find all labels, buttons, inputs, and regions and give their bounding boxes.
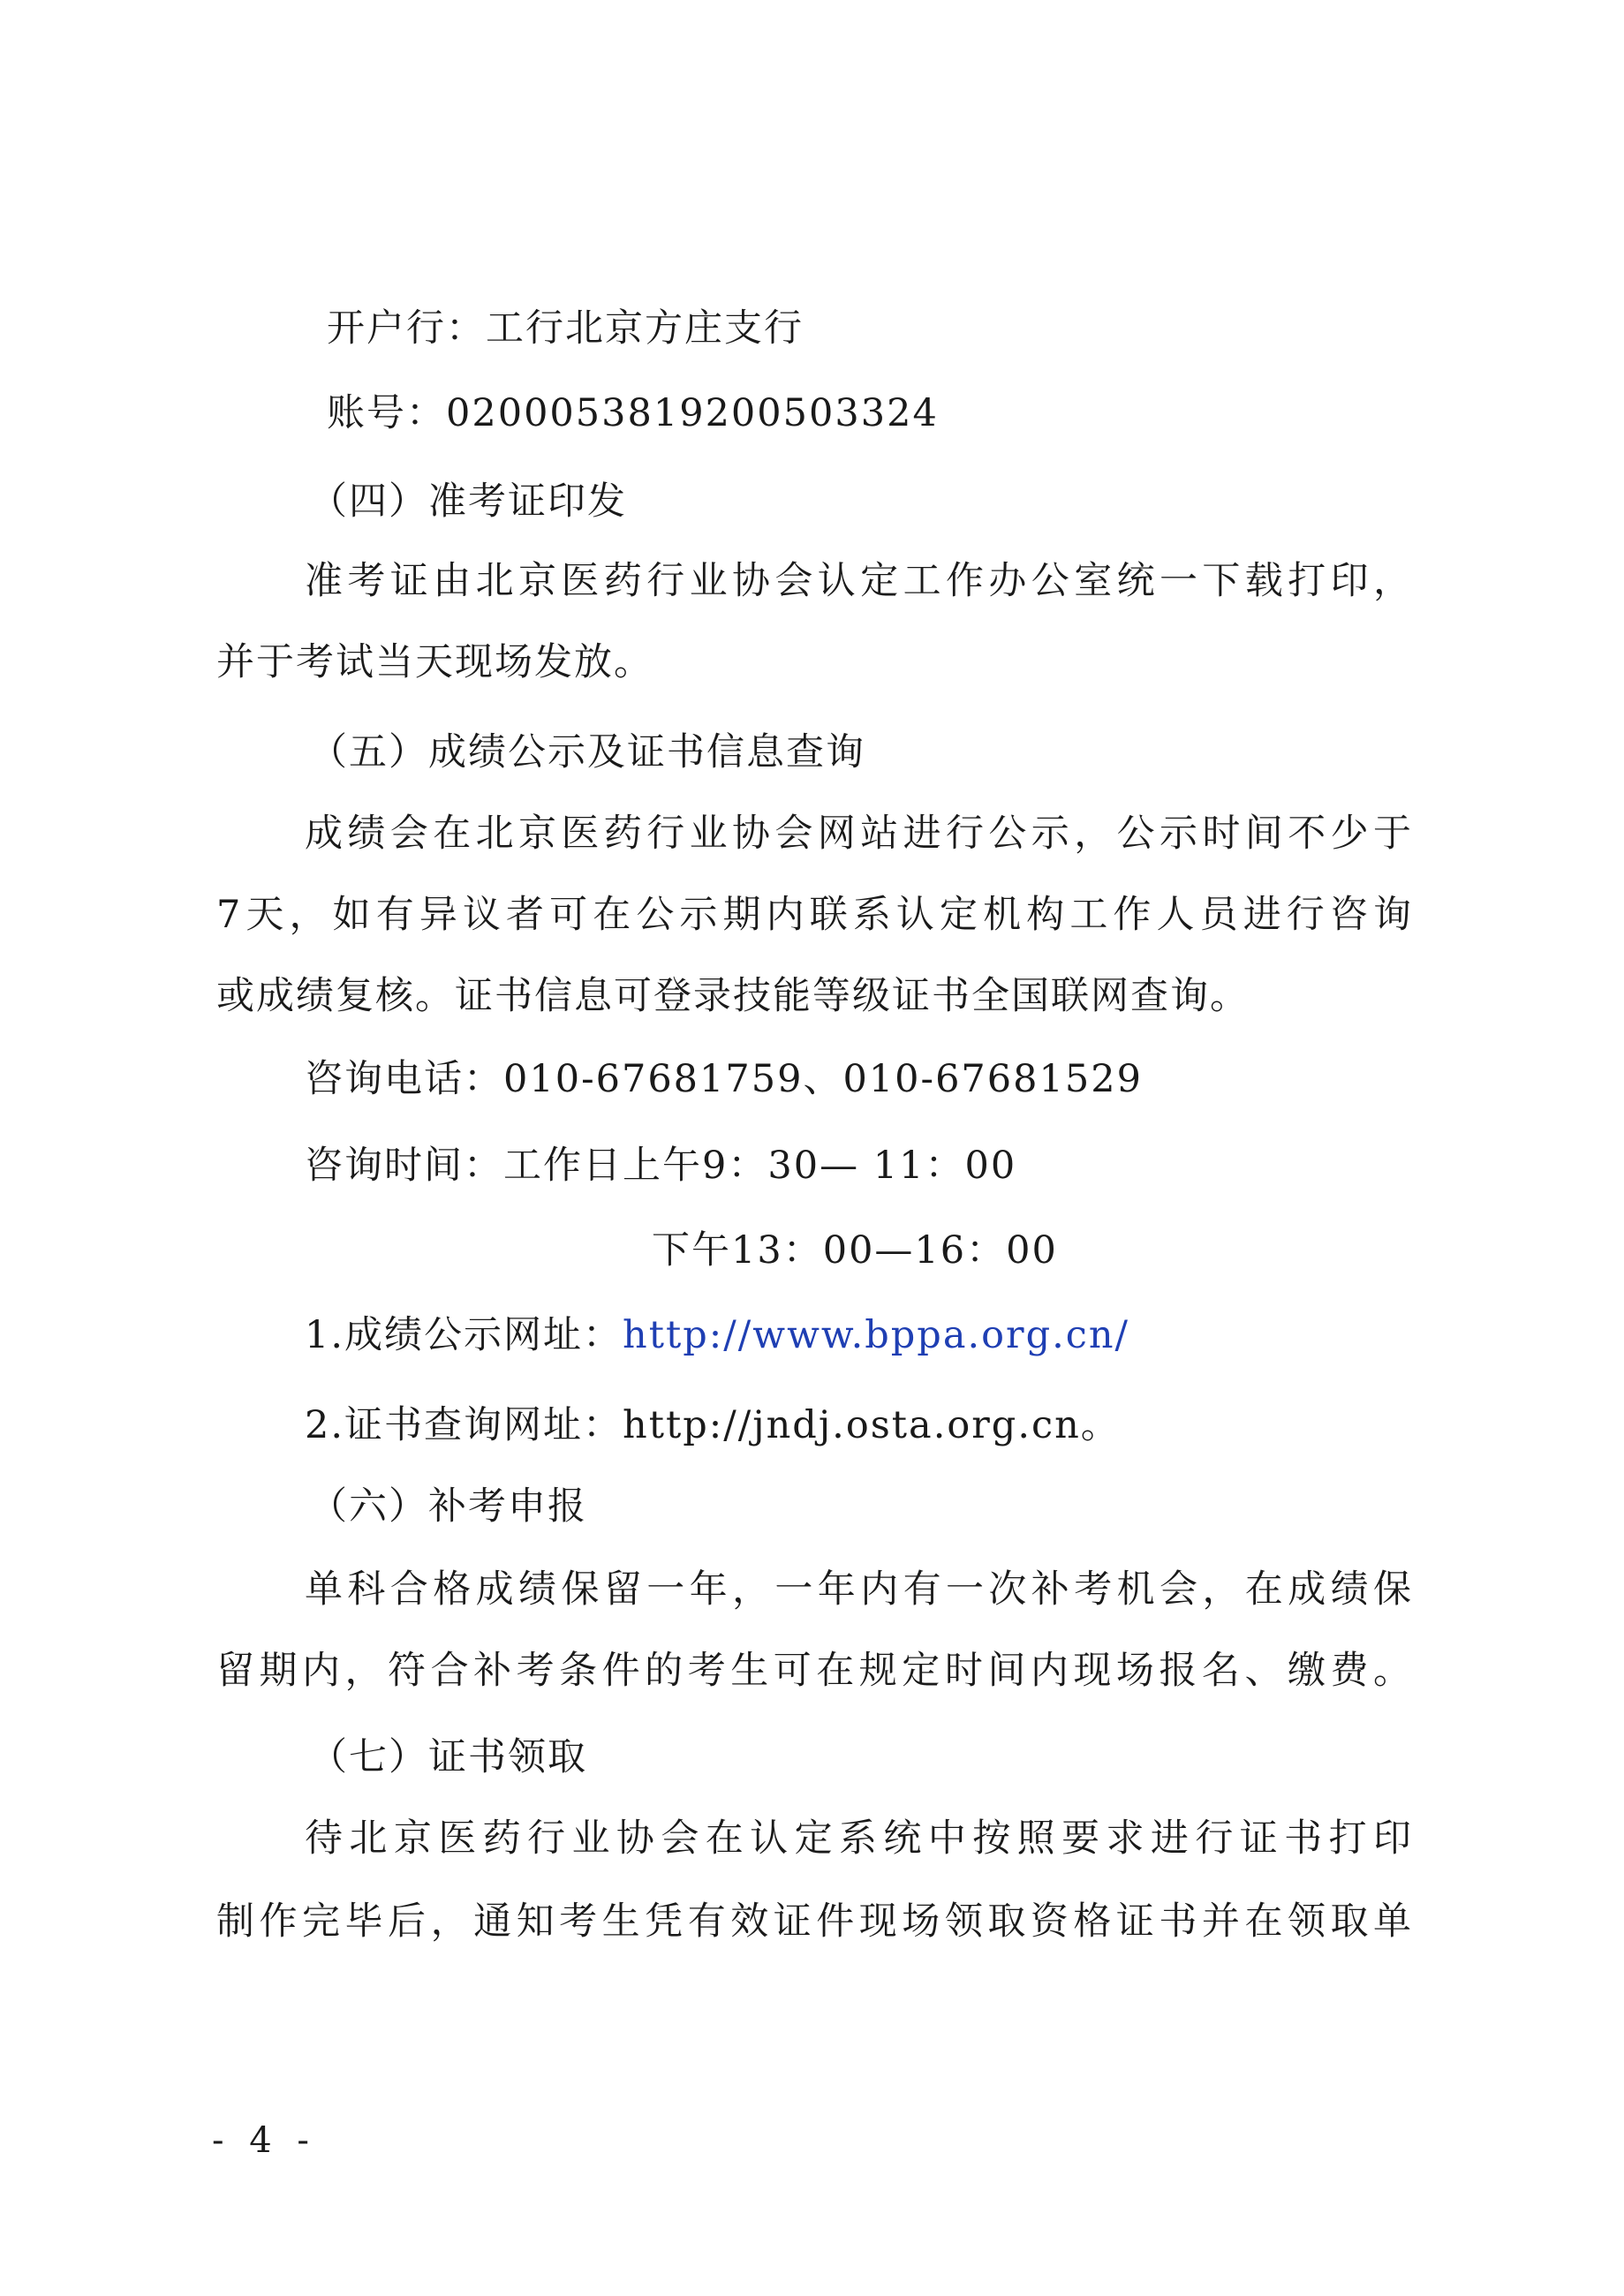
section-heading-6: （六）补考申报 <box>309 1484 587 1529</box>
score-url-link[interactable]: http://www.bppa.org.cn/ <box>623 1313 1130 1357</box>
paragraph-line: 留期内，符合补考条件的考生可在规定时间内现场报名、缴费。 <box>216 1649 1413 1693</box>
hours-line-1: 咨询时间：工作日上午9：30— 11：00 <box>305 1144 1017 1188</box>
certificate-url-line: 2.证书查询网址：http://jndj.osta.org.cn。 <box>305 1403 1121 1447</box>
paragraph-line: 或成绩复核。证书信息可登录技能等级证书全国联网查询。 <box>216 974 1250 1018</box>
paragraph-line: 制作完毕后，通知考生凭有效证件现场领取资格证书并在领取单 <box>216 1899 1413 1944</box>
score-url-line <box>305 1309 1129 1362</box>
phone-line: 咨询电话：010-67681759、010-67681529 <box>305 1057 1143 1101</box>
bank-line: 开户行：工行北京方庄支行 <box>327 306 804 351</box>
paragraph-line: 并于考试当天现场发放。 <box>216 640 653 684</box>
paragraph-line: 单科合格成绩保留一年，一年内有一次补考机会，在成绩保 <box>305 1567 1413 1612</box>
page-number: - 4 - <box>212 2120 316 2161</box>
hours-line-2: 下午13：00—16：00 <box>652 1228 1058 1273</box>
account-line: 账号：0200053819200503324 <box>327 391 939 435</box>
paragraph-line: 成绩会在北京医药行业协会网站进行公示，公示时间不少于 <box>305 812 1413 856</box>
section-heading-7: （七）证书领取 <box>309 1735 587 1779</box>
section-heading-5: （五）成绩公示及证书信息查询 <box>309 730 865 774</box>
paragraph-line: 准考证由北京医药行业协会认定工作办公室统一下载打印， <box>305 559 1413 603</box>
score-url-label: 1.成绩公示网址： <box>305 1313 623 1357</box>
paragraph-line: 7天，如有异议者可在公示期内联系认定机构工作人员进行咨询 <box>216 893 1413 937</box>
paragraph-line: 待北京医药行业协会在认定系统中按照要求进行证书打印 <box>305 1816 1413 1861</box>
section-heading-4: （四）准考证印发 <box>309 480 627 524</box>
